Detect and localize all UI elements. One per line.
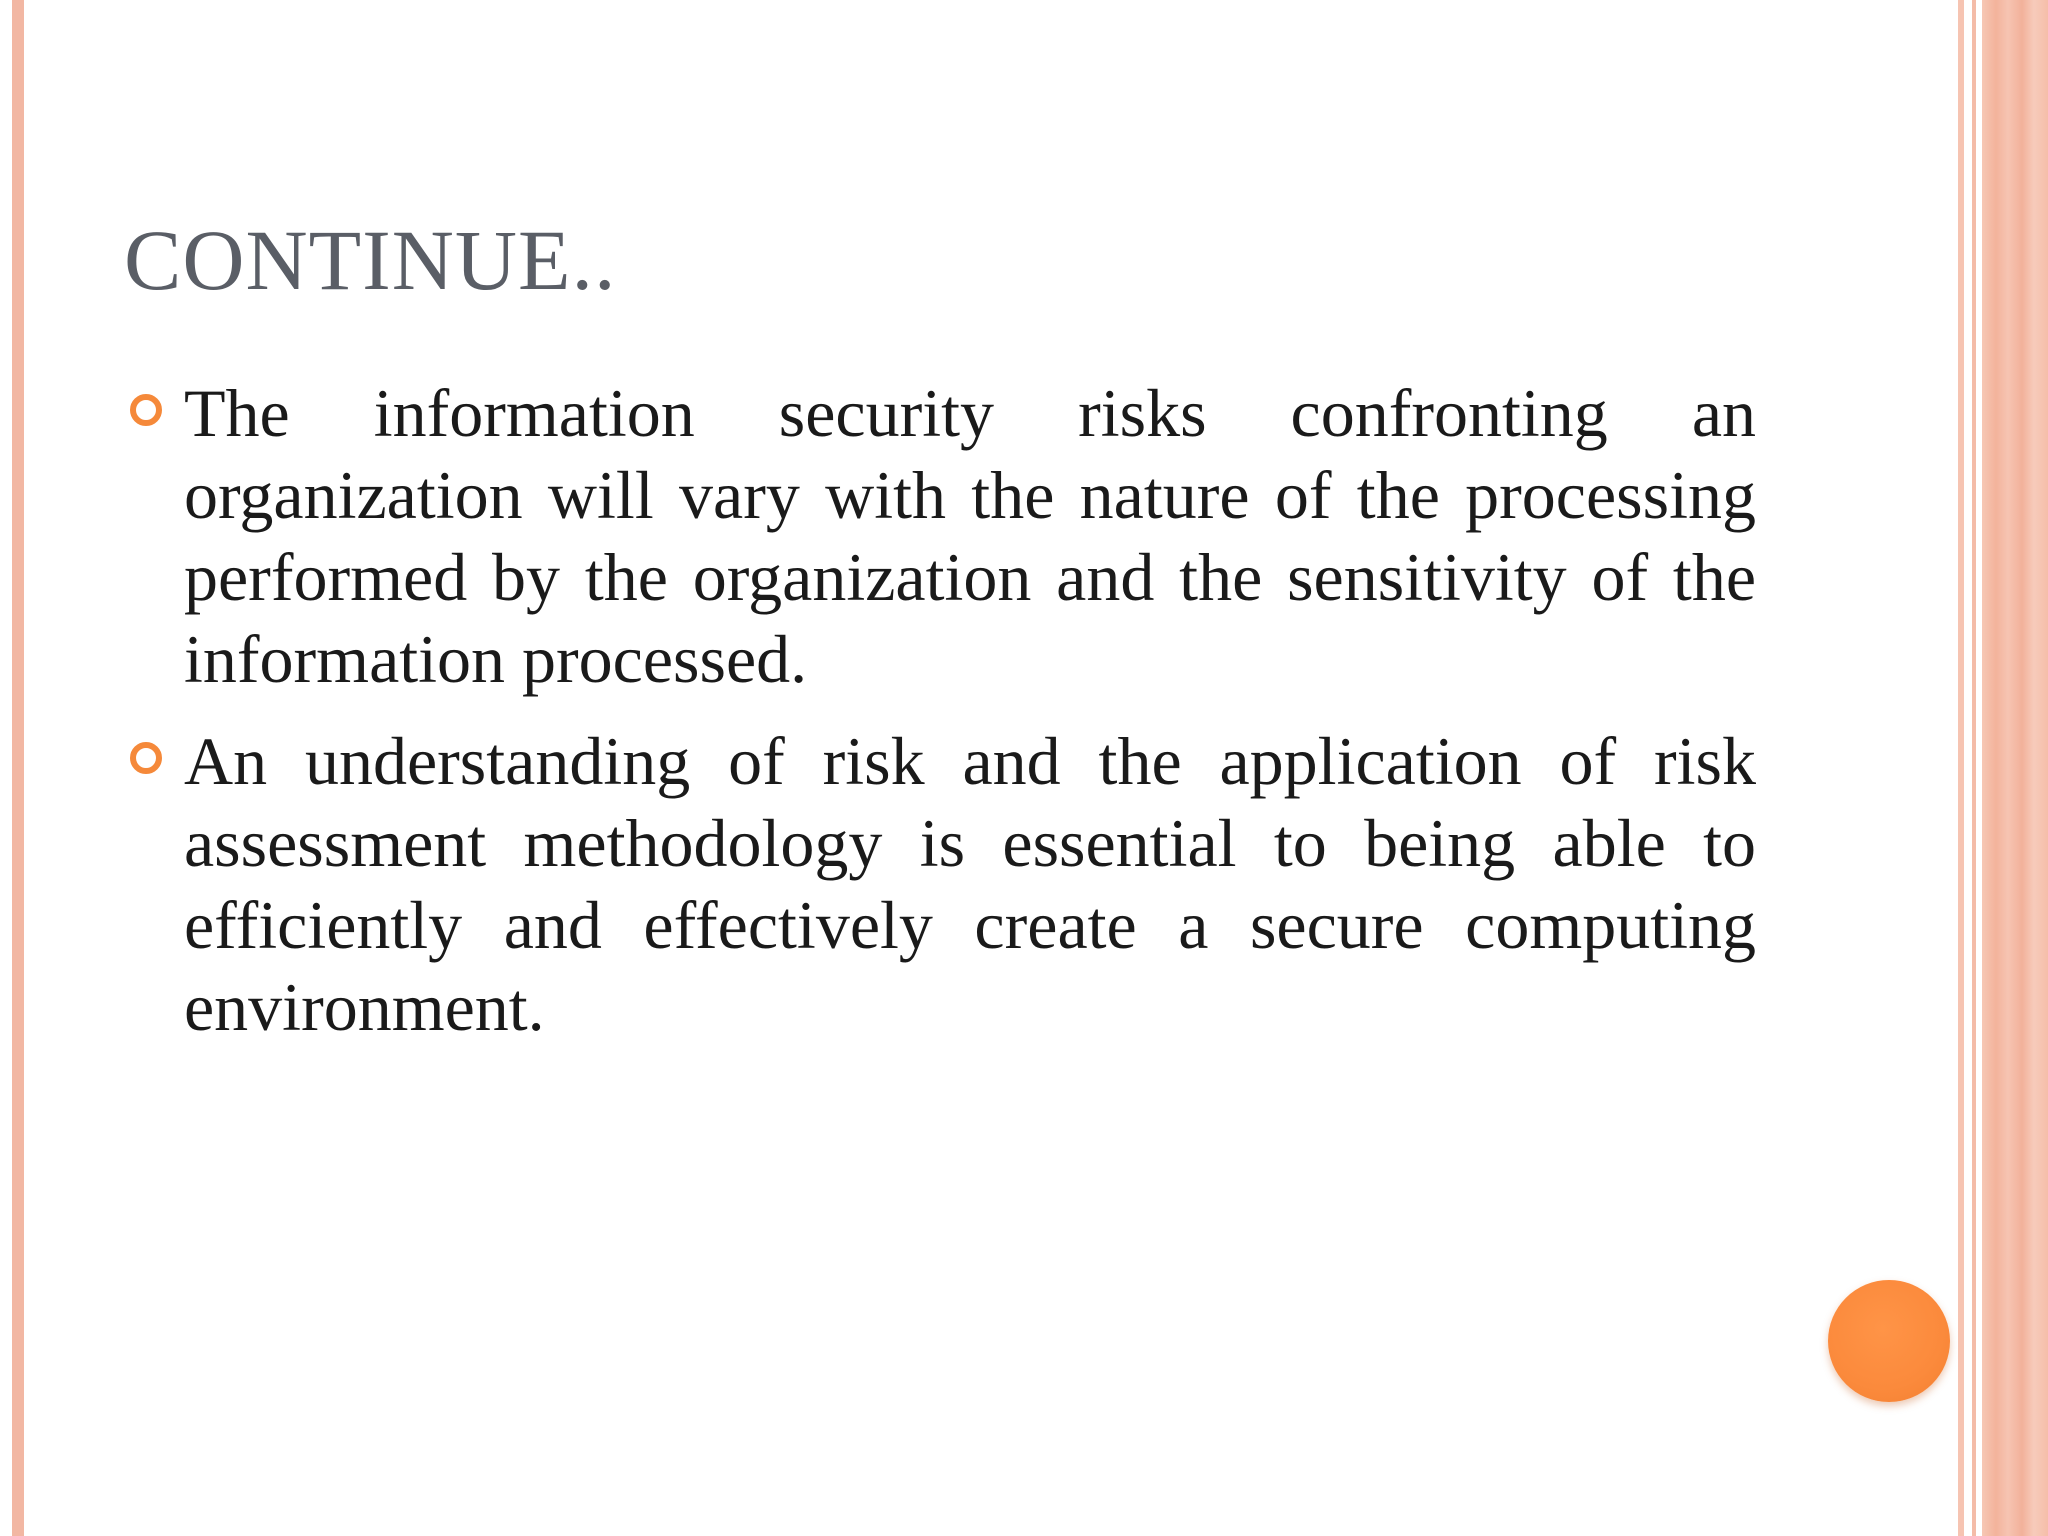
- bullet-item: [130, 720, 1756, 1048]
- orange-circle-icon: [1828, 1280, 1950, 1402]
- bullet-text: The information security risks confronting an organization will vary with the nature of the processing performed by the organization and the sensitivity of the information processed.: [184, 375, 1756, 697]
- bullet-item: [130, 372, 1756, 700]
- bullet-list: [130, 372, 1756, 1068]
- slide-title: CONTINUE..: [124, 212, 617, 308]
- right-decorative-band: [1982, 0, 2048, 1536]
- hollow-circle-bullet-icon: [130, 742, 162, 774]
- left-decorative-stripe: [12, 0, 24, 1536]
- hollow-circle-bullet-icon: [130, 394, 162, 426]
- right-decorative-stripe-thinner: [1972, 0, 1976, 1536]
- right-decorative-stripe-thin: [1958, 0, 1964, 1536]
- bullet-text: An understanding of risk and the application of risk assessment methodology is essential to being able to efficiently and effectively create a secure computing environment.: [184, 723, 1756, 1045]
